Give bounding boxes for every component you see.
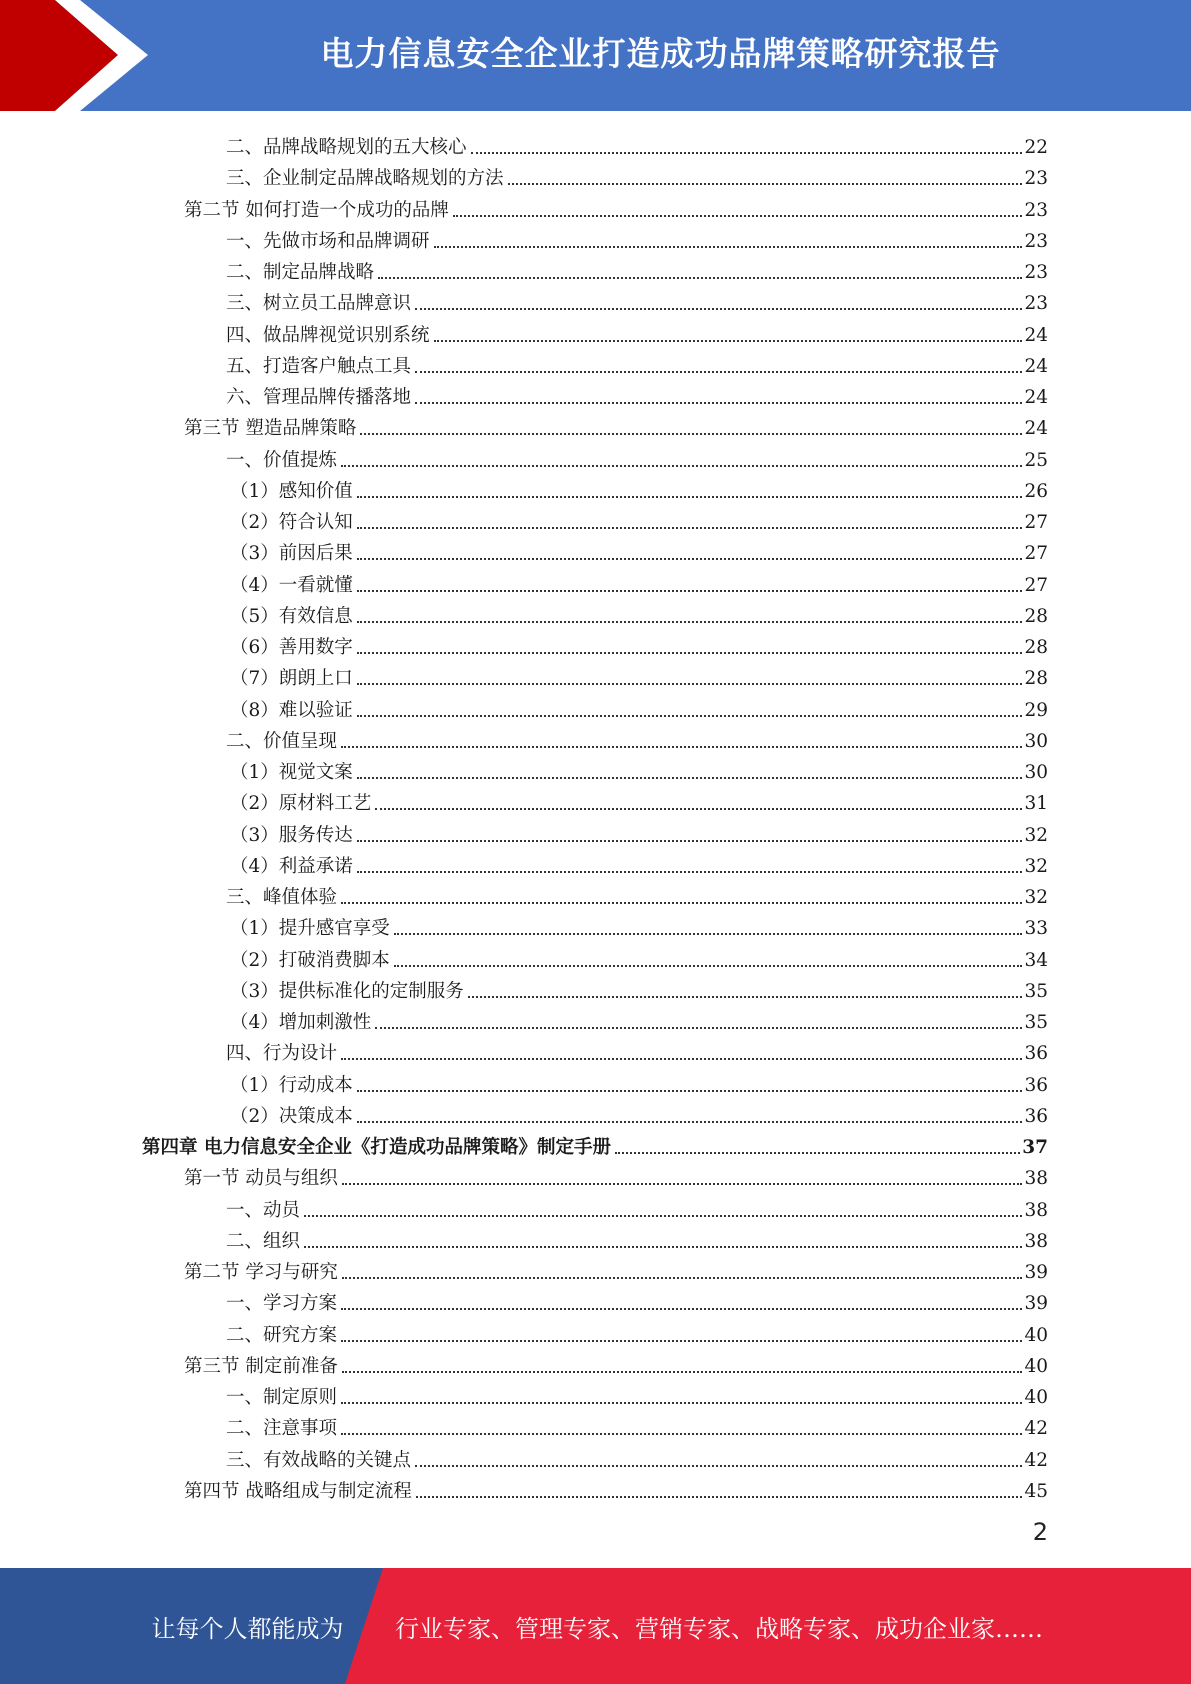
toc-entry-title: 二、制定品牌战略 <box>226 262 375 283</box>
toc-entry-title: 一、学习方案 <box>226 1293 338 1315</box>
toc-entry-page: 40 <box>1024 1387 1048 1408</box>
toc-entry[interactable] <box>226 347 1048 378</box>
toc-entry-title: 五、打造客户触点工具 <box>226 355 412 377</box>
page-footer <box>0 1568 1191 1684</box>
toc-dot-leader <box>471 130 1023 154</box>
toc-dot-leader <box>342 1255 1023 1279</box>
toc-entry[interactable] <box>226 284 1048 315</box>
toc-entry[interactable] <box>226 128 1048 159</box>
toc-entry-page: 32 <box>1024 855 1048 877</box>
toc-dot-leader <box>357 755 1023 779</box>
toc-dot-leader <box>341 1036 1022 1060</box>
toc-entry-title: 一、制定原则 <box>226 1387 338 1408</box>
toc-dot-leader <box>304 1193 1022 1217</box>
toc-entry-page: 39 <box>1024 1262 1048 1283</box>
page-number: 2 <box>1032 1518 1048 1546</box>
toc-entry[interactable] <box>230 472 1048 503</box>
toc-entry[interactable] <box>226 1316 1048 1347</box>
toc-entry-title: 二、价值呈现 <box>226 730 338 752</box>
toc-entry-page: 32 <box>1024 887 1048 908</box>
toc-entry-title: 第二节 如何打造一个成功的品牌 <box>184 199 449 221</box>
toc-entry-title: 四、做品牌视觉识别系统 <box>226 324 430 346</box>
toc-entry[interactable] <box>226 222 1048 253</box>
toc-dot-leader <box>434 318 1023 342</box>
toc-entry-title: 第三节 塑造品牌策略 <box>184 418 357 440</box>
toc-entry-title: （8）难以验证 <box>230 699 353 721</box>
toc-entry[interactable] <box>184 1472 1048 1503</box>
toc-entry[interactable] <box>226 441 1048 472</box>
toc-entry[interactable] <box>226 159 1048 190</box>
toc-entry-page: 35 <box>1024 980 1048 1002</box>
toc-dot-leader <box>341 443 1022 467</box>
toc-entry-title: 二、研究方案 <box>226 1324 338 1346</box>
toc-entry[interactable] <box>230 972 1048 1003</box>
toc-entry-title: 第二节 学习与研究 <box>184 1262 338 1283</box>
toc-entry[interactable] <box>230 628 1048 659</box>
toc-dot-leader <box>394 943 1023 967</box>
toc-entry-page: 23 <box>1024 199 1048 221</box>
toc-entry-page: 24 <box>1024 387 1048 408</box>
toc-dot-leader <box>415 349 1022 373</box>
toc-dot-leader <box>342 1161 1023 1185</box>
toc-entry-page: 39 <box>1024 1293 1048 1315</box>
toc-entry-page: 42 <box>1024 1449 1048 1471</box>
toc-entry[interactable] <box>226 1441 1048 1472</box>
toc-entry-page: 42 <box>1024 1418 1048 1440</box>
toc-entry-page: 38 <box>1024 1230 1048 1252</box>
toc-dot-leader <box>468 974 1023 998</box>
toc-entry[interactable] <box>230 847 1048 878</box>
toc-dot-leader <box>357 630 1023 654</box>
toc-entry-title: 第四节 战略组成与制定流程 <box>184 1480 412 1502</box>
toc-entry[interactable] <box>184 191 1048 222</box>
toc-entry-page: 22 <box>1024 137 1048 158</box>
toc-entry-title: 六、管理品牌传播落地 <box>226 387 412 408</box>
toc-entry-page: 25 <box>1024 449 1048 471</box>
toc-entry[interactable] <box>226 878 1048 909</box>
toc-entry[interactable] <box>226 722 1048 753</box>
toc-entry-title: 一、价值提炼 <box>226 449 338 471</box>
toc-entry[interactable] <box>184 1253 1048 1284</box>
toc-entry[interactable] <box>142 1128 1048 1159</box>
toc-entry-page: 23 <box>1024 230 1048 252</box>
toc-entry-page: 36 <box>1024 1105 1048 1127</box>
toc-entry-page: 40 <box>1024 1355 1048 1377</box>
toc-dot-leader <box>304 1224 1022 1248</box>
toc-entry-title: （2）原材料工艺 <box>230 793 372 815</box>
toc-entry[interactable] <box>230 753 1048 784</box>
toc-dot-leader <box>341 1380 1022 1404</box>
toc-entry[interactable] <box>230 597 1048 628</box>
toc-entry-page: 24 <box>1024 418 1048 440</box>
toc-dot-leader <box>357 568 1023 592</box>
toc-entry-title: 第三节 制定前准备 <box>184 1355 338 1377</box>
toc-entry-page: 38 <box>1024 1199 1048 1221</box>
toc-entry[interactable] <box>230 941 1048 972</box>
toc-entry[interactable] <box>230 784 1048 815</box>
footer-slogan-right: 行业专家、管理专家、营销专家、战略专家、成功企业家…… <box>395 1614 1043 1643</box>
toc-entry-title: 四、行为设计 <box>226 1043 338 1065</box>
toc-entry-title: （2）打破消费脚本 <box>230 949 390 971</box>
toc-entry-title: 一、动员 <box>226 1199 301 1221</box>
toc-entry-page: 29 <box>1024 699 1048 721</box>
toc-entry-page: 28 <box>1024 637 1048 658</box>
toc-entry-page: 37 <box>1022 1137 1048 1158</box>
toc-entry-page: 33 <box>1024 918 1048 940</box>
toc-entry-page: 27 <box>1024 512 1048 533</box>
toc-entry-page: 23 <box>1024 262 1048 283</box>
toc-entry[interactable] <box>230 566 1048 597</box>
toc-dot-leader <box>357 505 1023 529</box>
toc-entry-title: 二、注意事项 <box>226 1418 338 1440</box>
toc-entry-page: 28 <box>1024 668 1048 690</box>
toc-entry[interactable] <box>226 316 1048 347</box>
toc-entry-page: 30 <box>1024 730 1048 752</box>
toc-entry-title: （4）增加刺激性 <box>230 1012 372 1033</box>
footer-slogan-left: 让每个人都能成为 <box>151 1614 344 1643</box>
toc-entry-title: （1）提升感官享受 <box>230 918 390 940</box>
toc-entry-title: 二、品牌战略规划的五大核心 <box>226 137 467 158</box>
toc-entry-page: 23 <box>1024 293 1048 315</box>
toc-entry-page: 45 <box>1024 1480 1048 1502</box>
document-title: 电力信息安全企业打造成功品牌策略研究报告 <box>320 34 1001 73</box>
toc-entry[interactable] <box>226 253 1048 284</box>
toc-dot-leader <box>357 661 1023 685</box>
toc-entry[interactable] <box>226 1034 1048 1065</box>
toc-dot-leader <box>357 1099 1023 1123</box>
toc-entry[interactable] <box>184 409 1048 440</box>
toc-entry-title: 三、企业制定品牌战略规划的方法 <box>226 168 504 190</box>
toc-dot-leader <box>342 1349 1023 1373</box>
toc-entry-page: 24 <box>1024 324 1048 346</box>
toc-entry-title: （4）利益承诺 <box>230 855 353 877</box>
toc-dot-leader <box>415 380 1022 404</box>
toc-entry-title: （1）行动成本 <box>230 1074 353 1096</box>
toc-dot-leader <box>341 1286 1022 1310</box>
header-arrow-decoration <box>0 0 160 111</box>
toc-dot-leader <box>378 255 1022 279</box>
toc-dot-leader <box>341 1411 1022 1435</box>
toc-entry-page: 35 <box>1024 1012 1048 1033</box>
toc-entry-title: 第四章 电力信息安全企业《打造成功品牌策略》制定手册 <box>142 1137 611 1158</box>
toc-dot-leader <box>357 536 1023 560</box>
toc-dot-leader <box>357 1068 1023 1092</box>
toc-entry-page: 28 <box>1024 605 1048 627</box>
toc-entry[interactable] <box>226 378 1048 409</box>
toc-entry-page: 40 <box>1024 1324 1048 1346</box>
toc-dot-leader <box>357 693 1023 717</box>
toc-entry-title: （3）提供标准化的定制服务 <box>230 980 464 1002</box>
toc-entry-title: （3）前因后果 <box>230 543 353 565</box>
toc-entry-title: 一、先做市场和品牌调研 <box>226 230 430 252</box>
toc-dot-leader <box>360 411 1022 435</box>
toc-dot-leader <box>357 599 1023 623</box>
toc-dot-leader <box>357 474 1023 498</box>
toc-entry-page: 36 <box>1024 1043 1048 1065</box>
toc-entry[interactable] <box>230 659 1048 690</box>
toc-entry-page: 26 <box>1024 480 1048 502</box>
toc-dot-leader <box>453 193 1023 217</box>
toc-dot-leader <box>341 724 1022 748</box>
toc-entry[interactable] <box>226 1409 1048 1440</box>
toc-entry-title: （2）符合认知 <box>230 512 353 533</box>
toc-entry[interactable] <box>230 1066 1048 1097</box>
toc-entry-page: 31 <box>1024 793 1048 815</box>
toc-dot-leader <box>508 161 1023 185</box>
toc-entry[interactable] <box>184 1159 1048 1190</box>
toc-entry-title: 三、有效战略的关键点 <box>226 1449 412 1471</box>
toc-entry[interactable] <box>230 1097 1048 1128</box>
toc-entry-title: 三、树立员工品牌意识 <box>226 293 412 315</box>
toc-entry[interactable] <box>230 534 1048 565</box>
toc-entry-page: 27 <box>1024 543 1048 565</box>
toc-entry-title: （6）善用数字 <box>230 637 353 658</box>
toc-entry-page: 36 <box>1024 1074 1048 1096</box>
toc-entry[interactable] <box>230 691 1048 722</box>
toc-entry[interactable] <box>230 909 1048 940</box>
toc-entry-title: （1）感知价值 <box>230 480 353 502</box>
toc-dot-leader <box>434 224 1023 248</box>
toc-dot-leader <box>394 911 1023 935</box>
toc-dot-leader <box>415 1443 1022 1467</box>
toc-entry-page: 34 <box>1024 949 1048 971</box>
toc-entry-page: 38 <box>1024 1168 1048 1190</box>
toc-entry[interactable] <box>226 1222 1048 1253</box>
toc-entry-title: （3）服务传达 <box>230 824 353 846</box>
toc-dot-leader <box>341 1318 1022 1342</box>
toc-entry-page: 32 <box>1024 824 1048 846</box>
toc-entry[interactable] <box>226 1378 1048 1409</box>
toc-dot-leader <box>375 786 1022 810</box>
toc-entry[interactable] <box>226 1191 1048 1222</box>
toc-entry-page: 23 <box>1024 168 1048 190</box>
toc-entry[interactable] <box>230 1003 1048 1034</box>
toc-entry-title: 二、组织 <box>226 1230 301 1252</box>
toc-dot-leader <box>357 849 1023 873</box>
toc-entry-title: （5）有效信息 <box>230 605 353 627</box>
toc-dot-leader <box>357 818 1023 842</box>
toc-dot-leader <box>615 1130 1020 1154</box>
toc-entry-title: （7）朗朗上口 <box>230 668 353 690</box>
toc-entry-page: 24 <box>1024 355 1048 377</box>
toc-dot-leader <box>375 1005 1022 1029</box>
toc-dot-leader <box>415 286 1022 310</box>
toc-entry[interactable] <box>230 503 1048 534</box>
toc-entry-title: 三、峰值体验 <box>226 887 338 908</box>
toc-entry[interactable] <box>184 1347 1048 1378</box>
toc-entry-page: 27 <box>1024 574 1048 596</box>
toc-dot-leader <box>416 1474 1023 1498</box>
toc-entry[interactable] <box>226 1284 1048 1315</box>
toc-entry-title: （1）视觉文案 <box>230 762 353 783</box>
page-header <box>0 0 1191 111</box>
toc-entry-title: 第一节 动员与组织 <box>184 1168 338 1190</box>
toc-entry-title: （4）一看就懂 <box>230 574 353 596</box>
toc-entry-page: 30 <box>1024 762 1048 783</box>
toc-dot-leader <box>341 880 1022 904</box>
toc-entry[interactable] <box>230 816 1048 847</box>
toc-entry-title: （2）决策成本 <box>230 1105 353 1127</box>
